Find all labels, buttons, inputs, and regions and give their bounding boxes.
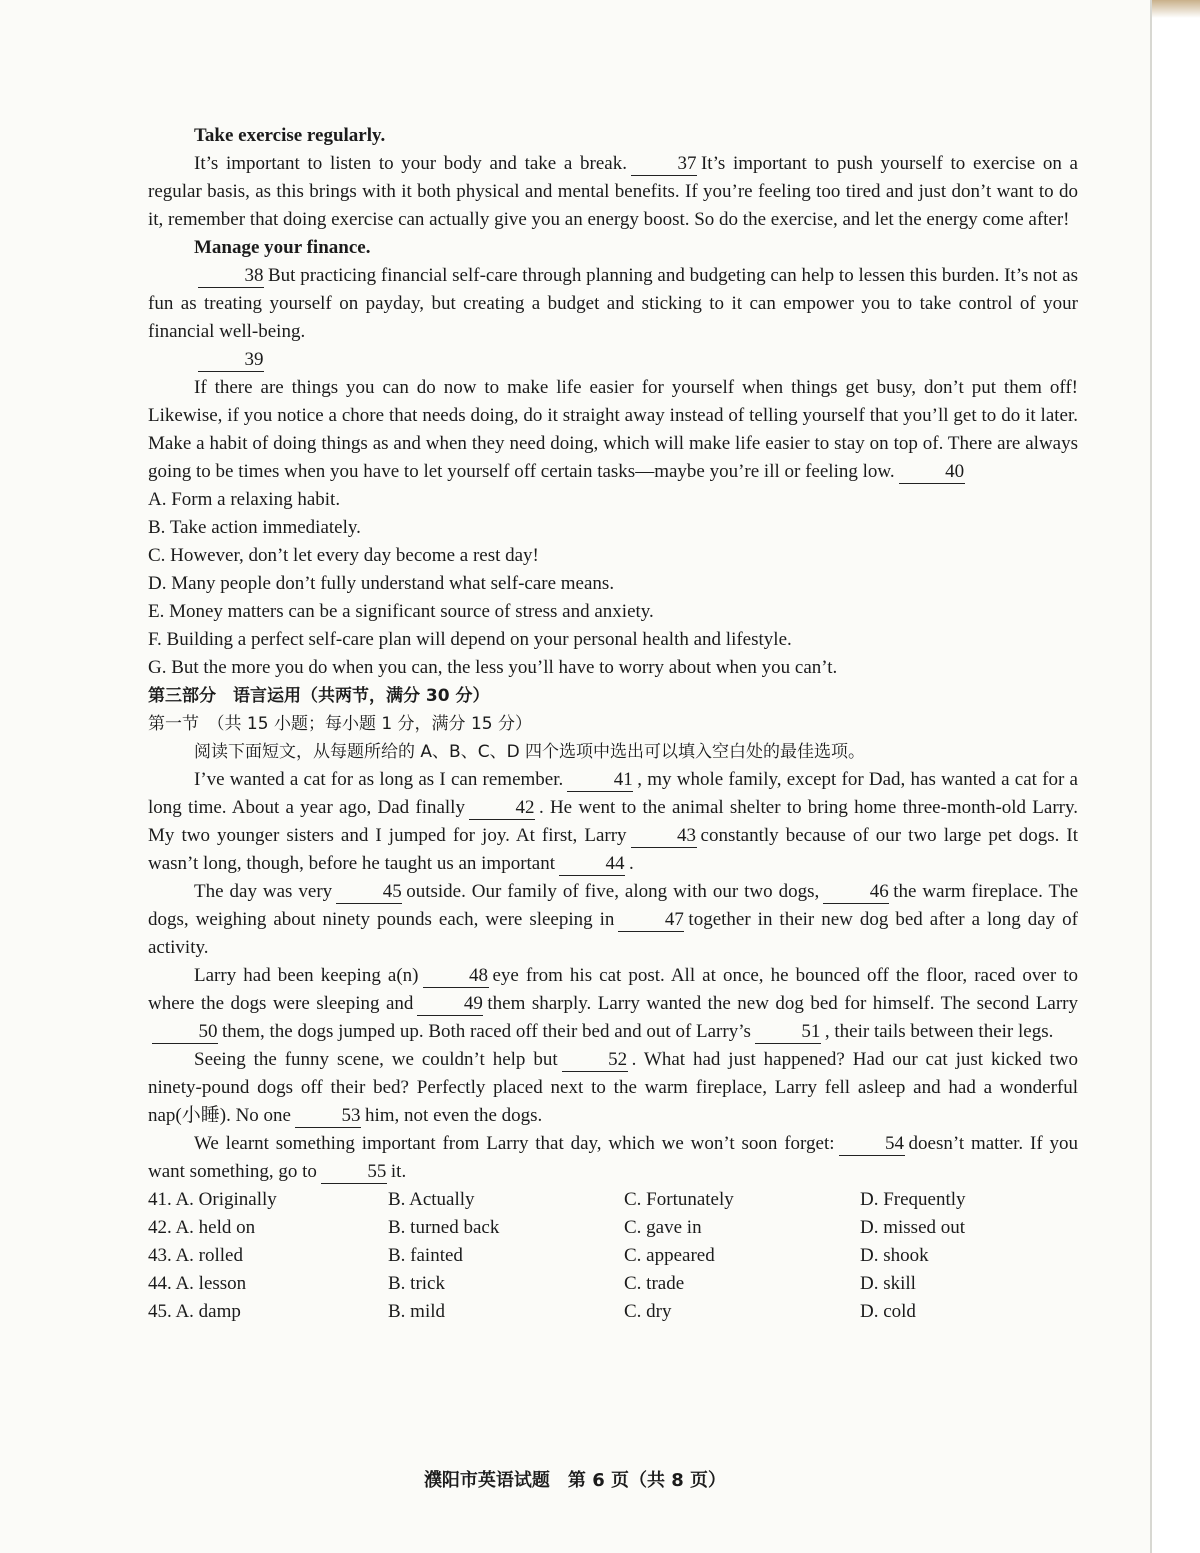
option-c: C. However, don’t let every day become a rest day! [148,545,539,566]
exercise-paragraph: It’s important to listen to your body and take a break. 37 It’s important to push yourself to exercise on a regular basis, as this brings with it both physical and mental benefits. If you’re feeling too tired and just don’t want to do it, remember that doing exercise can actually give you an energy boost. So do the exercise, and let the energy come after! [148,153,1078,230]
blank-51: 51 [755,1021,821,1044]
q45-b: B. mild [388,1301,446,1322]
finance-heading: Manage your finance. [194,237,371,258]
blank-54: 54 [839,1133,905,1156]
section1-instruction: 阅读下面短文，从每题所给的 A、B、C、D 四个选项中选出可以填入空白处的最佳选项。 [194,742,866,762]
blank-44: 44 [559,853,625,876]
q41-c: C. Fortunately [624,1189,734,1210]
blank-43: 43 [631,825,697,848]
cloze-paragraph-4: Seeing the funny scene, we couldn’t help but 52 . What had just happened? Had our cat just kicked two ninety-pound dogs off their bed? Perfectly placed next to the warm fireplace, Larry fell asleep and had a wonderful nap(小睡). No one 53 him, not even the dogs. [148,1049,1078,1126]
blank-49: 49 [417,993,483,1016]
q42-b: B. turned back [388,1217,500,1238]
action-paragraph: If there are things you can do now to make life easier for yourself when things get busy, don’t put them off! Likewise, if you notice a chore that needs doing, do it straight away instead of telling yourself that you’ll get to do it later. Make a habit of doing things as and when they need doing, which will make life easier to stay on top of. There are always going to be times when you have to let yourself off certain tasks—maybe you’re ill or feeling low. 40 [148,377,1078,482]
option-g: G. But the more you do when you can, the less you’ll have to worry about when you can’t. [148,657,838,678]
question-choices [148,1186,1078,1326]
blank-41: 41 [567,769,633,792]
q44-d: D. skill [860,1273,916,1294]
blank-40: 40 [899,461,965,484]
q44-c: C. trade [624,1273,685,1294]
q43-a: 43. A. rolled [148,1245,243,1266]
cloze-paragraph-5: We learnt something important from Larry that day, which we won’t soon forget: 54 doesn’t matter. If you want something, go to 55 it. [148,1133,1079,1182]
q44-b: B. trick [388,1273,445,1294]
part3-title: 第三部分 语言运用（共两节，满分 30 分） [148,686,490,706]
blank-48: 48 [423,965,489,988]
finance-paragraph: 38 But practicing financial self-care through planning and budgeting can help to lessen this burden. It’s not as fun as treating yourself on payday, but creating a budget and sticking to it can empower you to take control of your financial well-being. [148,265,1078,342]
q41-b: B. Actually [388,1189,475,1210]
q42-a: 42. A. held on [148,1217,256,1238]
page-content [148,122,1078,1326]
q41-a: 41. A. Originally [148,1189,277,1210]
blank-37: 37 [631,153,697,176]
q43-d: D. shook [860,1245,929,1266]
q45-a: 45. A. damp [148,1301,241,1322]
q43-c: C. appeared [624,1245,715,1266]
blank-50: 50 [152,1021,218,1044]
blank-42: 42 [469,797,535,820]
q42-c: C. gave in [624,1217,702,1238]
section1-title: 第一节 （共 15 小题；每小题 1 分，满分 15 分） [148,714,533,734]
cloze-paragraph-3: Larry had been keeping a(n) 48 eye from his cat post. All at once, he bounced off the floor, raced over to where the dogs were sleeping and 49 them sharply. Larry wanted the new dog bed for himself. The second Larry50 them, the dogs jumped up. Both raced off their bed and out of Larry’s 51 , their tails between their legs. [148,965,1079,1042]
q45-d: D. cold [860,1301,916,1322]
blank-55: 55 [321,1161,387,1184]
heading-39-line [148,346,1078,374]
q41-d: D. Frequently [860,1189,966,1210]
option-a: A. Form a relaxing habit. [148,489,341,510]
blank-46: 46 [823,881,889,904]
option-e: E. Money matters can be a significant source of stress and anxiety. [148,601,654,622]
q45-c: C. dry [624,1301,672,1322]
exercise-heading: Take exercise regularly. [194,125,386,146]
page-footer: 濮阳市英语试题 第 6 页（共 8 页） [423,1470,727,1491]
blank-47: 47 [618,909,684,932]
blank-52: 52 [562,1049,628,1072]
blank-38: 38 [198,265,264,288]
cloze-paragraph-1: I’ve wanted a cat for as long as I can remember. 41 , my whole family, except for Dad, has wanted a cat for a long time. About a year ago, Dad finally 42 . He went to the animal shelter to bring home three-month-old Larry. My two younger sisters and I jumped for joy. At first, Larry 43 constantly because of our two large pet dogs. It wasn’t long, though, before he taught us an important 44 . [148,769,1079,874]
option-d: D. Many people don’t fully understand what self-care means. [148,573,615,594]
blank-39: 39 [198,349,264,372]
option-b: B. Take action immediately. [148,517,361,538]
option-f: F. Building a perfect self-care plan will depend on your personal health and lifestyle. [148,629,792,650]
q42-d: D. missed out [860,1217,966,1238]
q43-b: B. fainted [388,1245,463,1266]
blank-45: 45 [336,881,402,904]
blank-53: 53 [295,1105,361,1128]
cloze-paragraph-2: The day was very 45 outside. Our family of five, along with our two dogs, 46 the warm fireplace. The dogs, weighing about ninety pounds each, were sleeping in 47 together in their new dog bed after a long day of activity. [148,881,1079,958]
q44-a: 44. A. lesson [148,1273,247,1294]
